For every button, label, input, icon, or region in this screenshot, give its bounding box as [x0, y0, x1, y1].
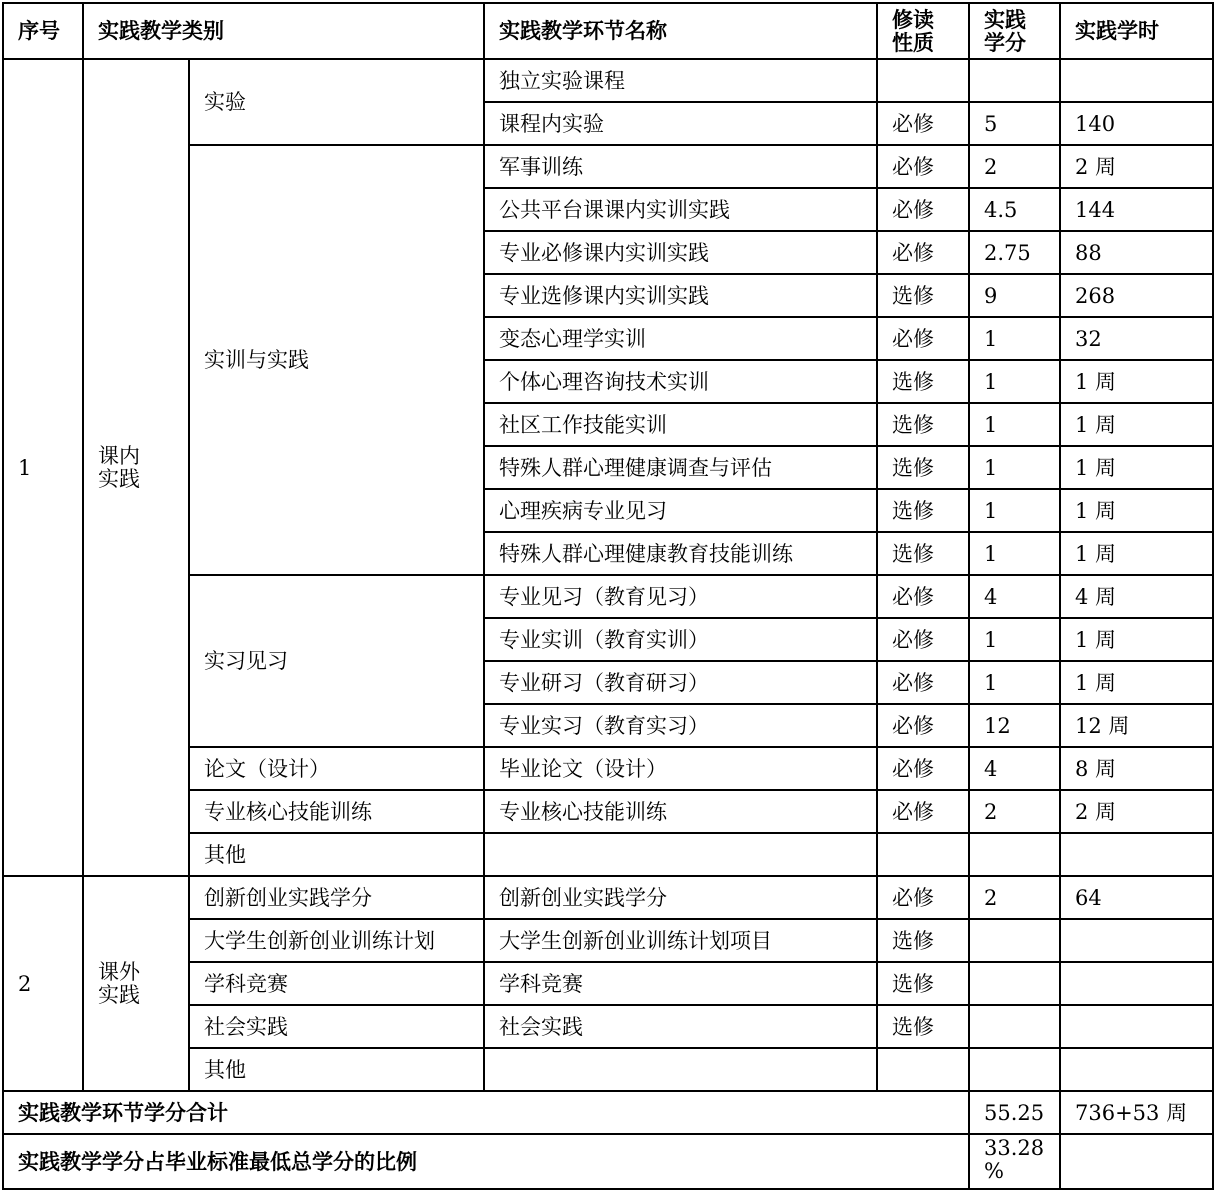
- item-credit: [969, 1005, 1060, 1048]
- item-credit: 4: [969, 747, 1060, 790]
- item-nature: 选修: [877, 489, 969, 532]
- item-name: 专业见习（教育见习）: [484, 575, 877, 618]
- header-credit: [969, 3, 1060, 59]
- item-name: 课程内实验: [484, 102, 877, 145]
- item-name: 独立实验课程: [484, 59, 877, 102]
- item-name: 专业必修课内实训实践: [484, 231, 877, 274]
- item-credit: 2.75: [969, 231, 1060, 274]
- header-item-name: 实践教学环节名称: [484, 3, 877, 59]
- ratio-label: 实践教学学分占毕业标准最低总学分的比例: [3, 1134, 969, 1189]
- header-hours: 实践学时: [1060, 3, 1213, 59]
- item-hours: 1 周: [1060, 618, 1213, 661]
- item-name: 学科竞赛: [484, 962, 877, 1005]
- item-hours: 144: [1060, 188, 1213, 231]
- item-name: 军事训练: [484, 145, 877, 188]
- group-name: [83, 876, 189, 1091]
- header-credit-line-2: 学分: [984, 30, 1026, 55]
- item-name: 专业选修课内实训实践: [484, 274, 877, 317]
- item-credit: [969, 919, 1060, 962]
- total-hours-value: 736+53 周: [1060, 1091, 1213, 1134]
- group-name-line-2: 实践: [98, 466, 140, 491]
- item-nature: 必修: [877, 188, 969, 231]
- item-credit: 4: [969, 575, 1060, 618]
- ratio-value-line-2: %: [984, 1159, 1004, 1183]
- item-nature: 选修: [877, 919, 969, 962]
- item-hours: 8 周: [1060, 747, 1213, 790]
- item-nature: 选修: [877, 274, 969, 317]
- item-nature: 必修: [877, 102, 969, 145]
- item-hours: 12 周: [1060, 704, 1213, 747]
- item-name: 毕业论文（设计）: [484, 747, 877, 790]
- item-hours: 2 周: [1060, 790, 1213, 833]
- item-credit: 1: [969, 532, 1060, 575]
- item-nature: 必修: [877, 575, 969, 618]
- item-credit: 12: [969, 704, 1060, 747]
- subcategory: 其他: [189, 833, 484, 876]
- item-name: 变态心理学实训: [484, 317, 877, 360]
- item-name: 公共平台课课内实训实践: [484, 188, 877, 231]
- item-nature: 必修: [877, 231, 969, 274]
- item-nature: [877, 1048, 969, 1091]
- group-name-line-2: 实践: [98, 982, 140, 1007]
- item-nature: 选修: [877, 1005, 969, 1048]
- item-credit: 2: [969, 790, 1060, 833]
- group-name: [83, 59, 189, 876]
- table-row: [3, 876, 1213, 919]
- item-name: 特殊人群心理健康调查与评估: [484, 446, 877, 489]
- item-hours: 1 周: [1060, 446, 1213, 489]
- item-hours: 1 周: [1060, 489, 1213, 532]
- item-nature: 必修: [877, 145, 969, 188]
- item-name: 大学生创新创业训练计划项目: [484, 919, 877, 962]
- item-nature: 必修: [877, 790, 969, 833]
- subcategory: 社会实践: [189, 1005, 484, 1048]
- item-credit: [969, 59, 1060, 102]
- item-name: [484, 1048, 877, 1091]
- item-credit: 2: [969, 876, 1060, 919]
- item-credit: 1: [969, 489, 1060, 532]
- item-credit: 4.5: [969, 188, 1060, 231]
- item-nature: 必修: [877, 704, 969, 747]
- total-credit-value: 55.25: [969, 1091, 1060, 1134]
- subcategory: 实习见习: [189, 575, 484, 747]
- item-hours: [1060, 833, 1213, 876]
- item-credit: 2: [969, 145, 1060, 188]
- item-hours: 32: [1060, 317, 1213, 360]
- item-nature: 必修: [877, 747, 969, 790]
- item-credit: 1: [969, 360, 1060, 403]
- item-nature: [877, 833, 969, 876]
- item-nature: 选修: [877, 532, 969, 575]
- item-hours: [1060, 1048, 1213, 1091]
- item-name: 社会实践: [484, 1005, 877, 1048]
- item-credit: 1: [969, 446, 1060, 489]
- item-hours: 1 周: [1060, 360, 1213, 403]
- header-row: [3, 3, 1213, 59]
- item-name: 社区工作技能实训: [484, 403, 877, 446]
- group-name-line-1: 课外: [98, 959, 140, 984]
- item-credit: [969, 962, 1060, 1005]
- item-nature: 选修: [877, 962, 969, 1005]
- item-hours: 2 周: [1060, 145, 1213, 188]
- item-name: 专业研习（教育研习）: [484, 661, 877, 704]
- header-nature-line-2: 性质: [892, 30, 934, 55]
- item-hours: 64: [1060, 876, 1213, 919]
- item-name: 专业实训（教育实训）: [484, 618, 877, 661]
- header-category: 实践教学类别: [83, 3, 484, 59]
- ratio-hours: [1060, 1134, 1213, 1189]
- group-name-line-1: 课内: [98, 443, 140, 468]
- item-credit: [969, 1048, 1060, 1091]
- table-row: [3, 59, 1213, 102]
- subcategory: 实训与实践: [189, 145, 484, 575]
- item-hours: 140: [1060, 102, 1213, 145]
- subcategory: 学科竞赛: [189, 962, 484, 1005]
- item-credit: 9: [969, 274, 1060, 317]
- item-hours: 4 周: [1060, 575, 1213, 618]
- item-name: [484, 833, 877, 876]
- total-row: [3, 1091, 1213, 1134]
- item-credit: 1: [969, 317, 1060, 360]
- item-credit: 1: [969, 661, 1060, 704]
- subcategory: 其他: [189, 1048, 484, 1091]
- item-nature: 必修: [877, 876, 969, 919]
- subcategory: 论文（设计）: [189, 747, 484, 790]
- practice-teaching-table: [2, 2, 1214, 1190]
- subcategory: 大学生创新创业训练计划: [189, 919, 484, 962]
- group-seq: 2: [3, 876, 83, 1091]
- subcategory: 实验: [189, 59, 484, 145]
- subcategory: 创新创业实践学分: [189, 876, 484, 919]
- item-name: 专业实习（教育实习）: [484, 704, 877, 747]
- ratio-value-line-1: 33.28: [984, 1136, 1045, 1160]
- total-credit-label: 实践教学环节学分合计: [3, 1091, 969, 1134]
- header-credit-line-1: 实践: [984, 7, 1026, 32]
- item-name: 创新创业实践学分: [484, 876, 877, 919]
- item-name: 特殊人群心理健康教育技能训练: [484, 532, 877, 575]
- ratio-row: [3, 1134, 1213, 1189]
- item-hours: 268: [1060, 274, 1213, 317]
- group-seq: 1: [3, 59, 83, 876]
- ratio-value: [969, 1134, 1060, 1189]
- header-nature: [877, 3, 969, 59]
- item-nature: 必修: [877, 661, 969, 704]
- item-nature: [877, 59, 969, 102]
- item-credit: [969, 833, 1060, 876]
- item-credit: 5: [969, 102, 1060, 145]
- item-name: 个体心理咨询技术实训: [484, 360, 877, 403]
- item-credit: 1: [969, 403, 1060, 446]
- item-credit: 1: [969, 618, 1060, 661]
- item-hours: 1 周: [1060, 403, 1213, 446]
- item-nature: 选修: [877, 403, 969, 446]
- subcategory: 专业核心技能训练: [189, 790, 484, 833]
- item-hours: 1 周: [1060, 532, 1213, 575]
- header-seq: 序号: [3, 3, 83, 59]
- item-nature: 选修: [877, 360, 969, 403]
- item-hours: [1060, 919, 1213, 962]
- item-nature: 选修: [877, 446, 969, 489]
- item-hours: 88: [1060, 231, 1213, 274]
- header-nature-line-1: 修读: [892, 7, 934, 32]
- item-hours: [1060, 962, 1213, 1005]
- item-hours: [1060, 59, 1213, 102]
- item-nature: 必修: [877, 317, 969, 360]
- item-hours: 1 周: [1060, 661, 1213, 704]
- item-name: 专业核心技能训练: [484, 790, 877, 833]
- item-nature: 必修: [877, 618, 969, 661]
- item-name: 心理疾病专业见习: [484, 489, 877, 532]
- item-hours: [1060, 1005, 1213, 1048]
